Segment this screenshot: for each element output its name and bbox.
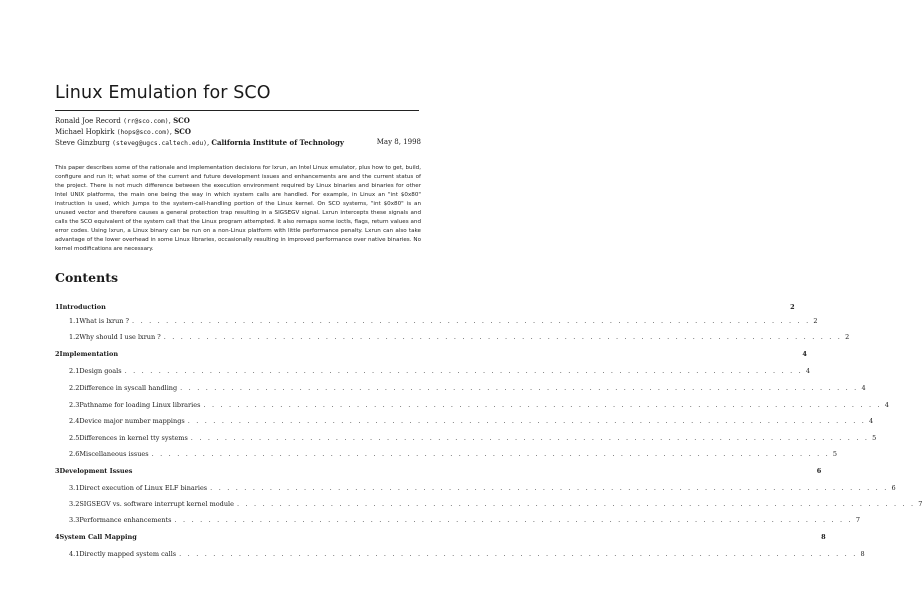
author-email: (steveg@ugcs.caltech.edu) xyxy=(112,140,207,147)
toc-number: 2.5 xyxy=(69,434,80,442)
toc-subsection xyxy=(55,384,866,394)
toc-entry-title: Direct execution of Linux ELF binaries xyxy=(79,484,208,492)
contents-heading: Contents xyxy=(55,270,119,285)
toc-page-number: 6 xyxy=(816,467,822,475)
toc-entry-title: What is lxrun ? xyxy=(79,317,130,325)
toc-subsection xyxy=(55,516,860,526)
author-name: Michael Hopkirk xyxy=(55,128,115,136)
toc-subsection xyxy=(55,434,877,444)
toc-subsection xyxy=(55,484,896,494)
toc-dot-leader: . . . . . . . . . . . . . . . . . . . . . . . . . . . . . . . . . . . . . . . . . . . . . . . . . . . . . . . . . . . . . . . . . . . . . . . . . . . . . . . . xyxy=(124,367,803,375)
toc-section xyxy=(55,303,795,313)
toc-entry-title: Development Issues xyxy=(59,467,133,475)
toc-entry-title: Pathname for loading Linux libraries xyxy=(79,401,201,409)
toc-entry-title: Directly mapped system calls xyxy=(79,550,177,558)
toc-number: 2.3 xyxy=(69,401,80,409)
toc-page-number: 4 xyxy=(869,417,874,425)
toc-entry-title: Performance enhancements xyxy=(79,516,172,524)
toc-subsection xyxy=(55,417,874,427)
toc-dot-leader: . . . . . . . . . . . . . . . . . . . . . . . . . . . . . . . . . . . . . . . . . . . . . . . . . . . . . . . . . . . . . . . . . . . . . . . . . . . . . . . . xyxy=(210,484,889,492)
toc-page-number: 4 xyxy=(805,367,811,375)
toc-subsection xyxy=(55,333,850,343)
author-name: Steve Ginzburg xyxy=(55,139,110,147)
author-name: Ronald Joe Record xyxy=(55,117,121,125)
toc-dot-leader: . . . . . . . . . . . . . . . . . . . . . . . . . . . . . . . . . . . . . . . . . . . . . . . . . . . . . . . . . . . . . . . . . . . . . . . . . . . . . . . . xyxy=(180,384,859,392)
toc-page-number: 2 xyxy=(813,317,818,325)
toc-number: 1.2 xyxy=(69,333,80,341)
toc-dot-leader: . . . . . . . . . . . . . . . . . . . . . . . . . . . . . . . . . . . . . . . . . . . . . . . . . . . . . . . . . . . . . . . . . . . . . . . . . . . . . . . . xyxy=(174,516,853,524)
author-line: Michael Hopkirk (hops@sco.com), SCO xyxy=(55,127,191,136)
toc-dot-leader: . . . . . . . . . . . . . . . . . . . . . . . . . . . . . . . . . . . . . . . . . . . . . . . . . . . . . . . . . . . . . . . . . . . . . . . . . . . . . . . . xyxy=(190,434,870,442)
toc-subsection xyxy=(55,550,865,560)
toc-page-number: 5 xyxy=(832,450,838,458)
toc-number: 4 xyxy=(55,533,60,541)
author-email: (rr@sco.com) xyxy=(123,118,169,125)
toc-number: 2.4 xyxy=(69,417,80,425)
toc-entry-title: Difference in syscall handling xyxy=(79,384,178,392)
paper-title: Linux Emulation for SCO xyxy=(55,83,271,103)
toc-number: 1.1 xyxy=(69,317,80,325)
abstract-paragraph: This paper describes some of the rationale and implementation decisions for lxrun, an Intel Linux emulator, plus how to get, build, configure and run it; what some of the current and future development issues and enhancements are and the current status of the project. There is not much difference between the execution environment required by Linux binaries and binaries for other Intel UNIX platforms, the main one being the way in which system calls are handled. For example, in Linux an "int $0x80" instruction is used, which jumps to the system-call-handling portion of the Linux kernel. On SCO systems, "int $0x80" is an unused vector and therefore causes a general protection trap resulting in a SIGSEGV signal. Lxrun intercepts these signals and calls the SCO equivalent of the system call that the Linux program attempted. It also remaps some ioctls, flags, return values and error codes. Using lxrun, a Linux binary can be run on a non-Linux platform with little performance penalty. Lxrun can also take advantage of the lower overhead in some Linux libraries, occasionally resulting in improved performance over native binaries. No kernel modifications are necessary. xyxy=(55,165,421,253)
toc-page-number: 2 xyxy=(845,333,850,341)
author-line: Ronald Joe Record (rr@sco.com), SCO xyxy=(55,116,190,125)
toc-number: 2.2 xyxy=(69,384,80,392)
author-affiliation: California Institute of Technology xyxy=(211,138,344,147)
toc-page-number: 6 xyxy=(891,484,896,492)
toc-dot-leader: . . . . . . . . . . . . . . . . . . . . . . . . . . . . . . . . . . . . . . . . . . . . . . . . . . . . . . . . . . . . . . . . . . . . . . . . . . . . . . . . xyxy=(179,550,858,558)
toc-page-number: 7 xyxy=(855,516,860,524)
toc-page-number: 7 xyxy=(918,500,922,508)
toc-number: 4.1 xyxy=(69,550,80,558)
toc-entry-title: Introduction xyxy=(59,303,106,311)
toc-dot-leader: . . . . . . . . . . . . . . . . . . . . . . . . . . . . . . . . . . . . . . . . . . . . . . . . . . . . . . . . . . . . . . . . . . . . . . . . . . . . . . . . xyxy=(236,500,916,508)
toc-dot-leader: . . . . . . . . . . . . . . . . . . . . . . . . . . . . . . . . . . . . . . . . . . . . . . . . . . . . . . . . . . . . . . . . . . . . . . . . . . . . . . . . xyxy=(151,450,830,458)
toc-dot-leader: . . . . . . . . . . . . . . . . . . . . . . . . . . . . . . . . . . . . . . . . . . . . . . . . . . . . . . . . . . . . . . . . . . . . . . . . . . . . . . . . xyxy=(132,317,811,325)
toc-dot-leader: . . . . . . . . . . . . . . . . . . . . . . . . . . . . . . . . . . . . . . . . . . . . . . . . . . . . . . . . . . . . . . . . . . . . . . . . . . . . . . . . xyxy=(187,417,867,425)
toc-subsection xyxy=(55,450,838,460)
toc-entry-title: Implementation xyxy=(59,350,119,358)
toc-entry-title: Differences in kernel tty systems xyxy=(79,434,188,442)
toc-page-number: 5 xyxy=(872,434,877,442)
toc-number: 3 xyxy=(55,467,60,475)
author-line: Steve Ginzburg (steveg@ugcs.caltech.edu), California Institute of Technology May 8, 1998 xyxy=(55,138,421,147)
toc-page-number: 4 xyxy=(884,401,889,409)
toc-subsection xyxy=(55,401,889,411)
author-email: (hops@sco.com) xyxy=(116,129,170,136)
toc-entry-title: Design goals xyxy=(79,367,122,375)
toc-entry-title: Why should I use lxrun ? xyxy=(79,333,161,341)
toc-number: 3.3 xyxy=(69,516,80,524)
toc-number: 3.1 xyxy=(69,484,80,492)
toc-page-number: 4 xyxy=(802,350,807,358)
toc-number: 1 xyxy=(55,303,60,311)
toc-entry-title: Device major number mappings xyxy=(79,417,185,425)
toc-page-number: 2 xyxy=(790,303,795,311)
toc-entry-title: Miscellaneous issues xyxy=(79,450,149,458)
toc-page-number: 8 xyxy=(860,550,865,558)
title-rule xyxy=(55,110,419,111)
toc-subsection xyxy=(55,500,922,510)
author-block xyxy=(55,115,421,148)
toc-entry-title: SIGSEGV vs. software interrupt kernel module xyxy=(79,500,234,508)
author-affiliation: SCO xyxy=(174,127,191,136)
toc-section xyxy=(55,467,822,477)
toc-number: 2.1 xyxy=(69,367,80,375)
toc-number: 3.2 xyxy=(69,500,80,508)
toc-section xyxy=(55,533,826,543)
toc-section xyxy=(55,350,807,360)
author-affiliation: SCO xyxy=(173,116,190,125)
toc-number: 2.6 xyxy=(69,450,80,458)
toc-dot-leader: . . . . . . . . . . . . . . . . . . . . . . . . . . . . . . . . . . . . . . . . . . . . . . . . . . . . . . . . . . . . . . . . . . . . . . . . . . . . . . . . xyxy=(203,401,882,409)
toc-number: 2 xyxy=(55,350,60,358)
toc-dot-leader: . . . . . . . . . . . . . . . . . . . . . . . . . . . . . . . . . . . . . . . . . . . . . . . . . . . . . . . . . . . . . . . . . . . . . . . . . . . . . . . . xyxy=(163,333,843,341)
toc-subsection xyxy=(55,317,818,327)
publication-date: May 8, 1998 xyxy=(376,138,421,146)
toc-page-number: 4 xyxy=(861,384,866,392)
toc-entry-title: System Call Mapping xyxy=(59,533,137,541)
toc-page-number: 8 xyxy=(821,533,826,541)
toc-subsection xyxy=(55,367,811,377)
